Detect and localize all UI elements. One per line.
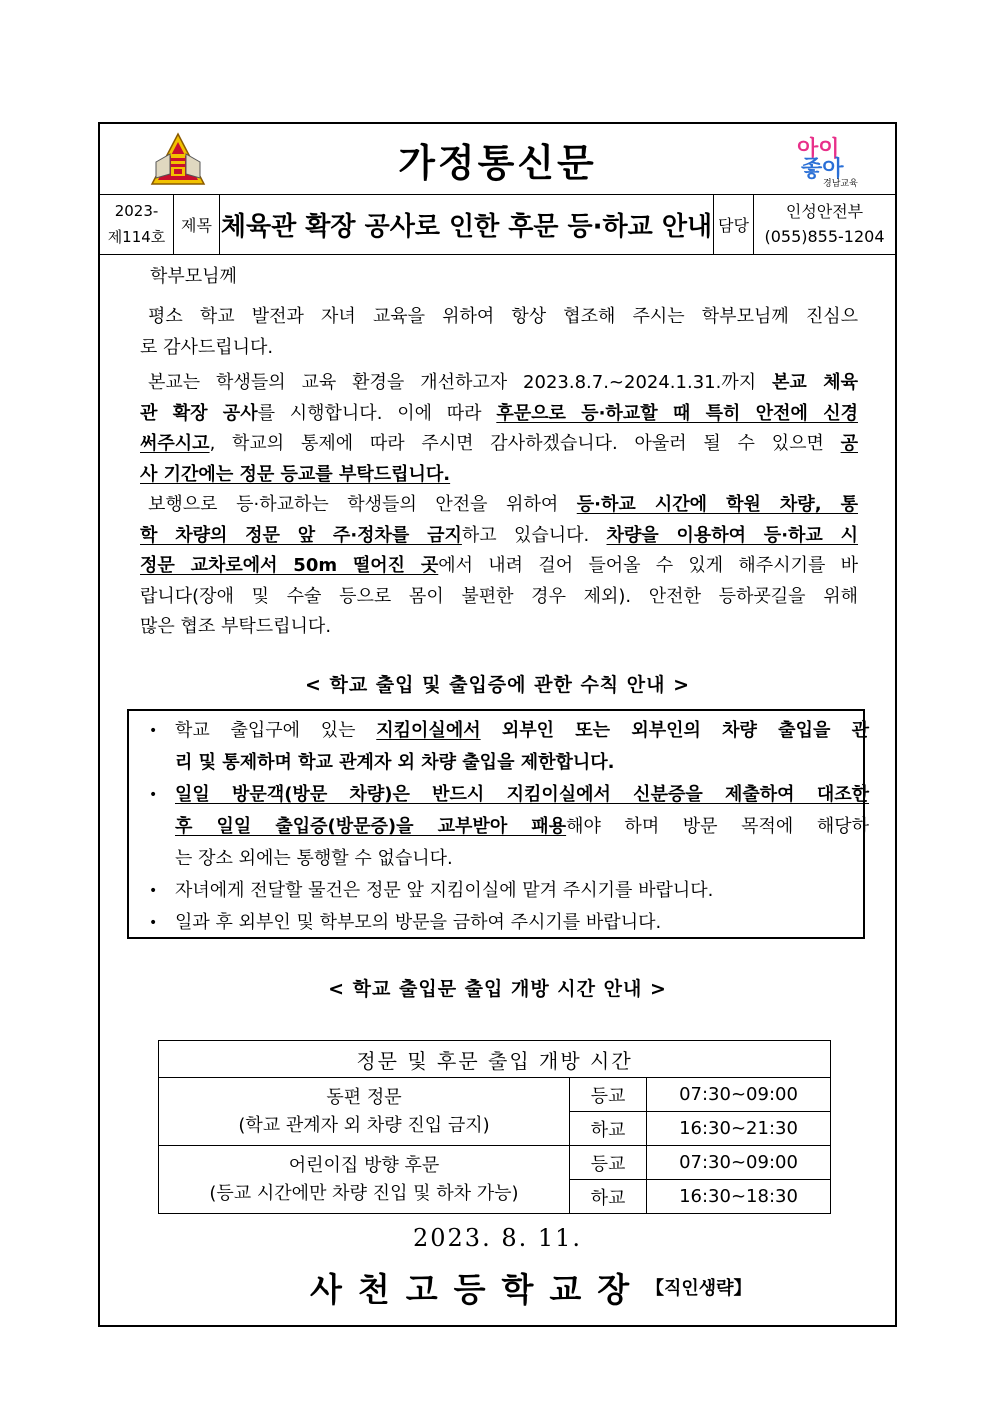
bullet-icon: •: [149, 915, 158, 931]
department-name: 인성안전부: [785, 202, 864, 221]
section-title-entry-rules: < 학교 출입 및 출입증에 관한 수칙 안내 >: [304, 674, 691, 696]
gate-1-name: 동편 정문: [326, 1086, 402, 1108]
table-header: 정문 및 후문 출입 개방 시간: [159, 1041, 831, 1078]
traffic-line-3: 정문 교차로에서 50m 떨어진 곳에서 내려 걸어 들어올 수 있게 해주시기를 바: [140, 555, 858, 576]
gate-2-note: (등교 시간에만 차량 진입 및 하차 가능): [209, 1182, 519, 1204]
gate-2-cell: [159, 1146, 570, 1214]
subject-title: 체육관 확장 공사로 인한 후문 등·하교 안내: [220, 194, 714, 254]
seal-omitted-note: 【직인생략】: [646, 1278, 752, 1299]
document-frame: [98, 122, 897, 1327]
construction-line-3: 써주시고, 학교의 통제에 따라 주시면 감사하겠습니다. 아울러 될 수 있으면 공: [140, 433, 858, 454]
entry-rules-box: • 학교 출입구에 있는 지킴이실에서 외부인 또는 외부인의 차량 출입을 관 리 및 통제하며 학교 관계자 외 차량 출입을 제한합니다. • 일일 방문객(방문 차량)은 반드시 지킴이실에서 신분증을 제출하여 대조한 후 일일 출입증(방문증)을 교부받아 패용해야 하며 방문 목적에 해당하 는 장소 외에는 통행할 수 없습니다. • 자녀에게 전달할 물건은 정문 앞 지킴이실에 맡겨 주시기를 바랍니다. • 일과 후 외부인 및 학부모의 방문을 금하여 주시기를 바랍니다.: [127, 709, 865, 939]
document-title: 가정통신문: [398, 141, 597, 185]
traffic-line-4: 랍니다(장애 및 수술 등으로 몸이 불편한 경우 제외). 안전한 등하굣길을 위해: [140, 585, 858, 607]
paragraph-construction: [140, 368, 858, 490]
paragraph-traffic: [140, 490, 858, 643]
gate-2-name: 어린이집 방향 후문: [288, 1154, 440, 1176]
title-row: [100, 124, 895, 195]
leave-label: 하교: [570, 1180, 647, 1214]
construction-line-1: 본교는 학생들의 교육 환경을 개선하고자 2023.8.7.~2024.1.31.까지 본교 체육: [148, 372, 858, 393]
gate-1-leave-time: 16:30~21:30: [647, 1112, 831, 1146]
edu-logo-caption: 경남교육: [823, 179, 858, 189]
edu-logo-top: 아이: [797, 137, 840, 162]
manager-label: 담당: [714, 194, 754, 254]
arrive-label: 등교: [570, 1146, 647, 1180]
construction-line-2: 관 확장 공사를 시행합니다. 이에 따라 후문으로 등·하교할 때 특히 안전에 신경: [140, 402, 858, 424]
section-title-gate-hours: < 학교 출입문 출입 개방 시간 안내 >: [328, 978, 667, 1000]
gate-1-arrive-time: 07:30~09:00: [647, 1078, 831, 1112]
gyeongnam-education-logo: [797, 132, 865, 188]
issue-no: 제114호: [107, 228, 166, 246]
issue-date: 2023. 8. 11.: [412, 1224, 583, 1252]
gate-hours-table: [158, 1040, 831, 1214]
bullet-icon: •: [149, 723, 158, 739]
issue-year: 2023-: [114, 202, 159, 220]
table-row: [159, 1078, 831, 1112]
table-row: [159, 1146, 831, 1180]
info-row: [100, 194, 895, 255]
department-contact: [754, 194, 895, 254]
arrive-label: 등교: [570, 1078, 647, 1112]
gate-1-cell: [159, 1078, 570, 1146]
traffic-line-5: 많은 협조 부탁드립니다.: [140, 616, 332, 637]
subject-label: 제목: [174, 194, 220, 254]
edu-logo-bottom: 좋아: [801, 157, 844, 182]
traffic-line-2: 학 차량의 정문 앞 주·정차를 금지하고 있습니다. 차량을 이용하여 등·하교 시: [140, 524, 859, 546]
gate-2-arrive-time: 07:30~09:00: [647, 1146, 831, 1180]
gate-2-leave-time: 16:30~18:30: [647, 1180, 831, 1214]
intro-line-1: 평소 학교 발전과 자녀 교육을 위하여 항상 협조해 주시는 학부모님께 진심으: [148, 306, 858, 327]
intro-line-2: 로 감사드립니다.: [140, 336, 274, 358]
construction-line-4: 사 기간에는 정문 등교를 부탁드립니다.: [140, 463, 451, 485]
gate-1-note: (학교 관계자 외 차량 진입 금지): [238, 1114, 490, 1136]
traffic-line-1: 보행으로 등·하교하는 학생들의 안전을 위하여 등·하교 시간에 학원 차량, 통: [148, 494, 858, 515]
leave-label: 하교: [570, 1112, 647, 1146]
department-phone: (055)855-1204: [764, 227, 885, 246]
principal-signature-line: 사천고등학교장: [310, 1270, 646, 1309]
bullet-icon: •: [149, 883, 158, 899]
greeting: 학부모님께: [150, 266, 237, 287]
issue-number: [100, 194, 174, 254]
paragraph-intro: [140, 302, 858, 363]
bullet-icon: •: [149, 787, 158, 803]
